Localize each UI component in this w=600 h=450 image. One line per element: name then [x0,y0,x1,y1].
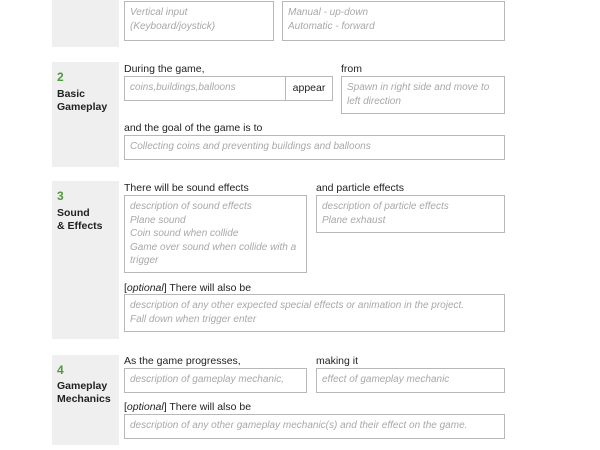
section4-title-line-1: Gameplay [57,380,108,392]
optional-mechanics-word: optional [126,401,164,413]
goal-label: and the goal of the game is to [124,122,263,134]
appear-label: appear [285,76,333,101]
section2-title-line-2: Gameplay [57,101,108,113]
making-label: making it [316,355,359,367]
sound-line-2: Plane sound [130,214,186,226]
sound-line-3: Coin sound when collide [130,228,239,239]
sound-effects-field[interactable] [124,195,307,273]
sound-effects-label: There will be sound effects [124,182,249,194]
section2-title-line-1: Basic [57,88,86,100]
making-value: effect of gameplay mechanic [322,374,450,385]
section1-sidebar [52,0,119,47]
optional-effects-label: [optional] There will also be [124,282,252,294]
goal-value: Collecting coins and preventing buildings and balloons [130,141,371,152]
sound-line-4: Game over sound when collide with a trigger [130,241,297,266]
section3-number: 3 [57,189,64,203]
from-label: from [341,63,362,75]
section4-title [57,380,111,406]
movement-type-field[interactable] [282,1,505,41]
optional-effects-line-2: Fall down when trigger enter [130,313,257,325]
goal-field[interactable] [124,135,505,160]
optional-effects-line-1: description of any other expected special effects or animation in the project. [130,300,465,311]
optional-effects-field[interactable] [124,294,505,332]
section4-title-line-2: Mechanics [57,393,111,405]
section3-title-line-1: Sound [57,207,90,219]
optional-effects-rest: There will also be [169,282,252,294]
particle-line-1: description of particle effects [322,201,449,212]
particle-effects-field[interactable] [316,195,505,233]
progress-field[interactable] [124,368,307,393]
during-label: During the game, [124,63,205,75]
making-field[interactable] [316,368,505,393]
movement-type-line-1: Manual - up-down [288,7,369,18]
input-type-line-2: (Keyboard/joystick) [130,20,216,32]
input-type-line-1: Vertical input [130,7,188,18]
section4-number: 4 [57,363,64,377]
movement-type-line-2: Automatic - forward [288,20,375,32]
during-field[interactable] [124,76,286,101]
section3-title [57,207,103,233]
section2-title [57,88,107,114]
particle-line-2: Plane exhaust [322,214,386,226]
sound-line-1: description of sound effects [130,201,252,212]
optional-mechanics-field[interactable] [124,414,505,439]
from-field[interactable] [341,76,505,114]
from-value-line-1: Spawn in right side and move to [347,82,490,93]
from-value-line-2: left direction [347,95,401,107]
input-type-field[interactable] [124,1,274,41]
section3-sidebar [52,181,119,339]
optional-mechanics-value: description of any other gameplay mechanic(s) and their effect on the game. [130,420,468,431]
optional-mechanics-label: [optional] There will also be [124,401,252,413]
progress-label: As the game progresses, [124,355,241,367]
progress-value: description of gameplay mechanic, [130,374,284,385]
particle-effects-label: and particle effects [316,182,404,194]
section3-title-line-2: & Effects [57,220,103,232]
optional-effects-word: optional [126,282,164,294]
optional-mechanics-rest: There will also be [169,401,252,413]
section2-number: 2 [57,70,64,84]
during-value: coins,buildings,balloons [130,82,236,93]
